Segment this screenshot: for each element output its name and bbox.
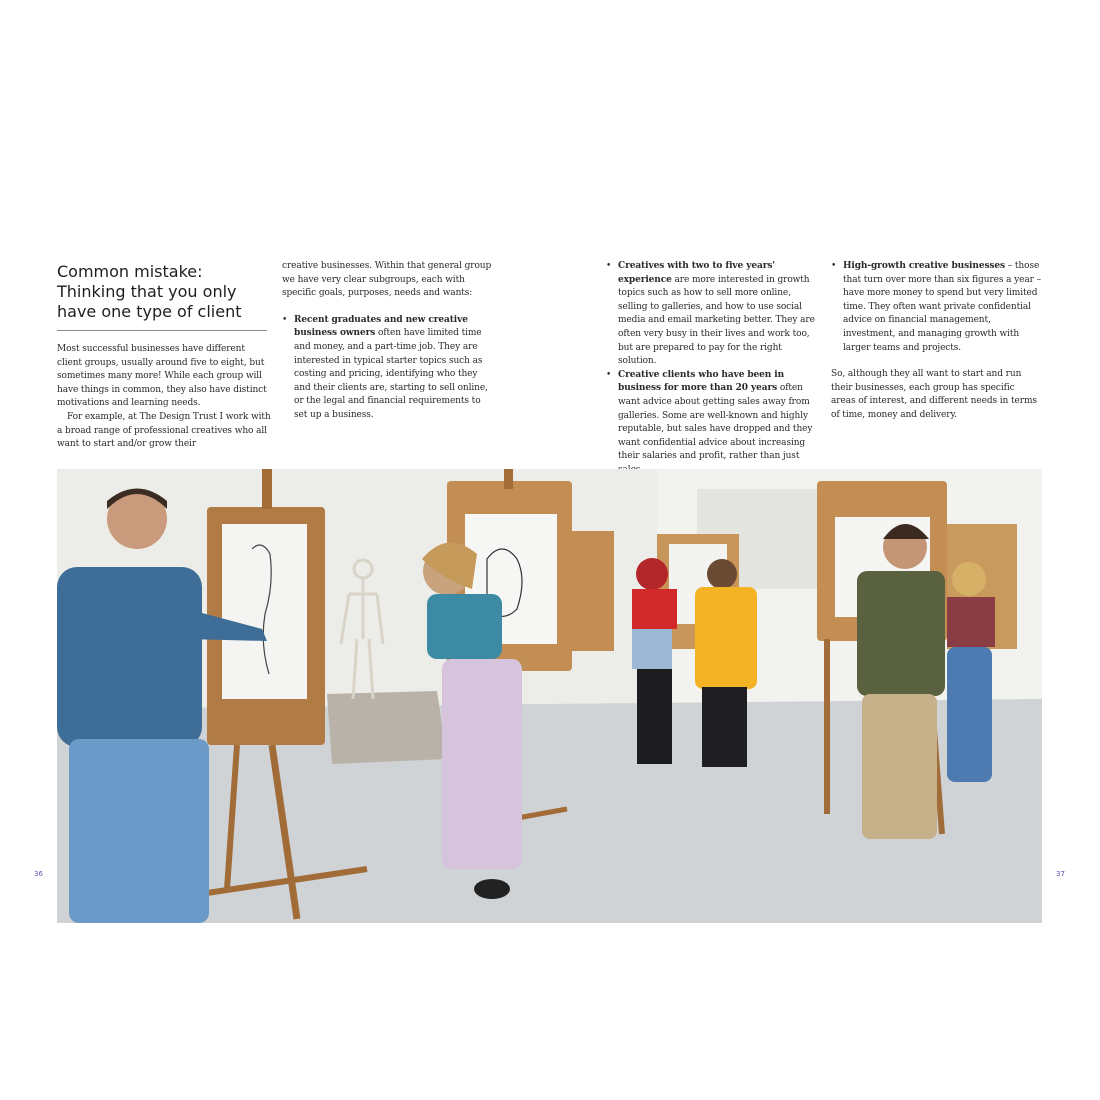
page-number-right: 37 (1056, 870, 1065, 878)
bullet-title: Recent graduates and new creative business owners (294, 314, 468, 339)
list-item-twenty-years (606, 369, 822, 478)
text-column-4 (831, 260, 1041, 423)
platform (327, 691, 447, 764)
paragraph-intro: Most successful businesses have different client groups, usually around five to eight, but sometimes many more! While each group will have things in common, they also have distinct motivations and learning needs. (57, 344, 267, 409)
client-group-list (831, 260, 1041, 355)
bullet-text: often have limited time and money, and a part-time job. They are interested in typical starter topics such as costing and pricing, identifying who they and their clients are, starting to sell online, or the legal and financial requirements to set up a business. (294, 328, 488, 420)
bullet-text: are more interested in growth topics such as how to sell more online, selling to galleries, and how to use social media and email marketing better. They are often very busy in their lives and work too, but are prepared to pay for the right solution. (618, 274, 815, 367)
list-item-recent-graduates (282, 314, 492, 423)
bullet-title: High-growth creative businesses (843, 261, 1005, 271)
section-heading: Common mistake: Thinking that you only have one type of client (57, 262, 242, 321)
bullet-title: Creative clients who have been in business for more than 20 years (618, 369, 785, 394)
paragraph-conclusion: So, although they all want to start and run their businesses, each group has specific areas of interest, and different needs in terms of time, money and delivery. (831, 369, 1037, 420)
bullet-text: often want advice about getting sales away from galleries. Some are well-known and highly reputable, but sales have dropped and they want confidential advice about increasing their salaries and profit, rather than just (618, 383, 813, 462)
studio-photo (57, 469, 1042, 923)
page-number-left: 36 (34, 870, 43, 878)
client-group-list (606, 260, 822, 478)
paragraph-subgroups: creative businesses. Within that general group we have very clear subgroups, each with specific goals, purposes, needs and wants: (282, 261, 492, 299)
paragraph-example: For example, at The Design Trust I work with a broad range of professional creatives who all want to start and/or grow their (57, 411, 271, 450)
bullet-text: – those that turn over more than six figures a year – have more money to spend but very limited time. They often want private confidential advice on financial management, investment, and managing growth with larger teams and projects. (843, 261, 1041, 353)
student-olive-shirt (857, 524, 945, 839)
studio-photo-illustration (57, 469, 1042, 923)
heading-divider (57, 330, 267, 331)
bullet-title: Creatives with two to five years' experience (618, 261, 775, 285)
list-item-high-growth (831, 260, 1041, 355)
list-item-two-to-five-years (606, 260, 822, 369)
text-column-3 (606, 260, 822, 478)
easel-background-1 (572, 531, 614, 651)
client-group-list (282, 314, 492, 423)
text-column-2 (282, 260, 492, 423)
text-column-1 (57, 343, 271, 452)
